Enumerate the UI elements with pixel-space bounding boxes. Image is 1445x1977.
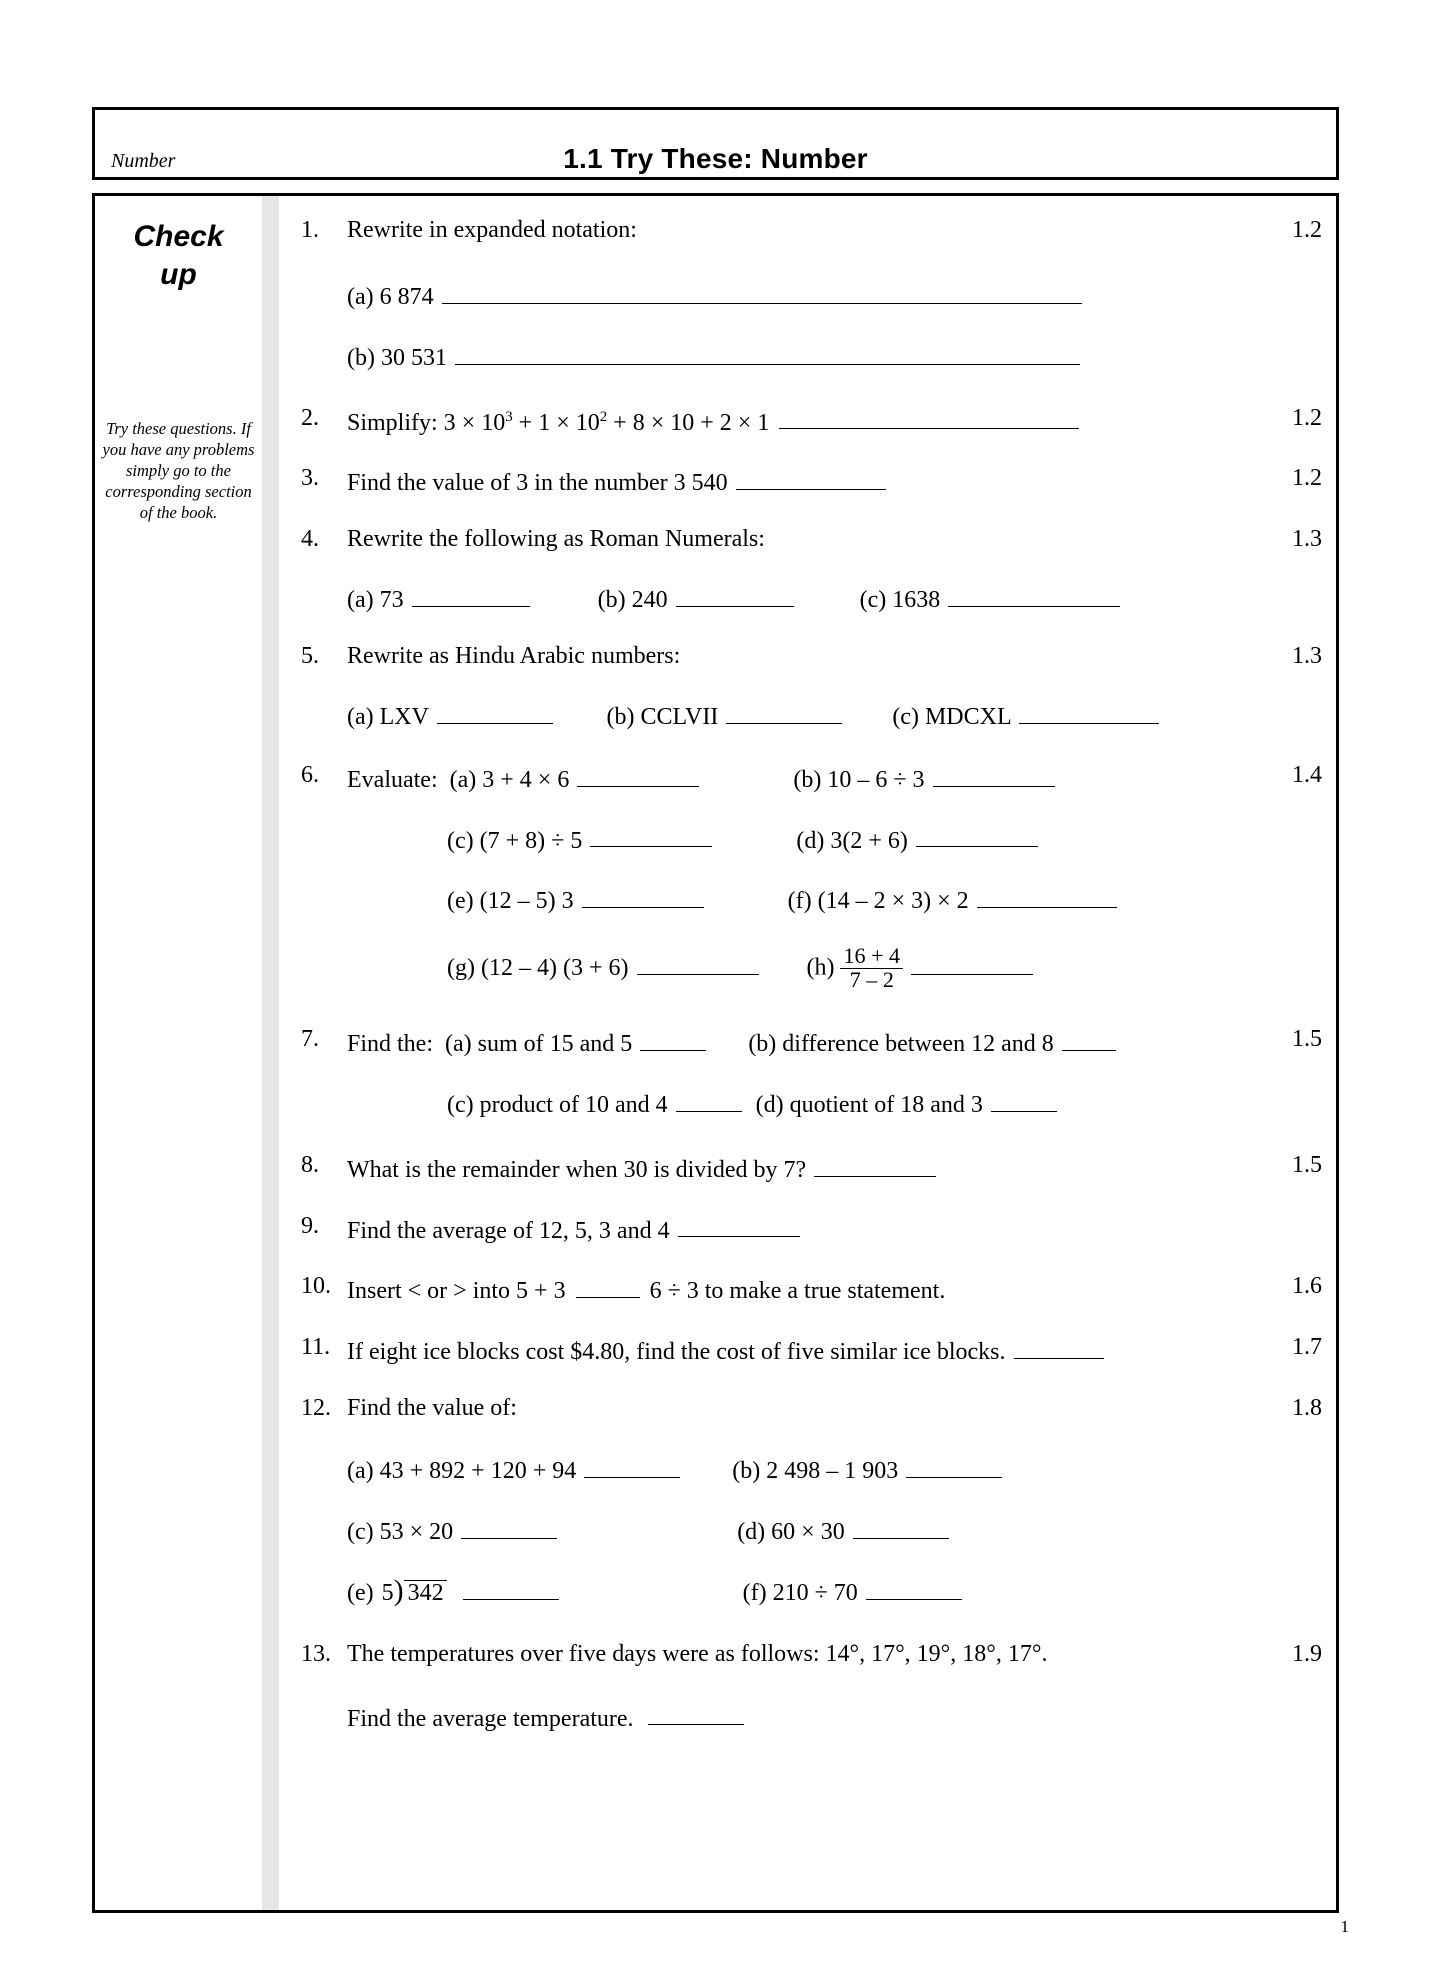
section-reference: 1.2 <box>1292 404 1322 431</box>
question-number: 11. <box>301 1334 331 1361</box>
q2-text-pre: Simplify: 3 × 10 <box>347 409 506 436</box>
section-reference: 1.9 <box>1292 1640 1322 1667</box>
q11-text: If eight ice blocks cost $4.80, find the cost of five similar ice blocks. <box>347 1338 1006 1365</box>
part-label: (f) <box>787 888 812 915</box>
part-text: 3 + 4 × 6 <box>482 766 570 793</box>
part-text: 240 <box>631 586 668 613</box>
worksheet-body <box>92 193 1339 1913</box>
question-number: 10. <box>301 1273 331 1300</box>
question-text: Rewrite as Hindu Arabic numbers: <box>347 642 681 669</box>
question-6 <box>301 763 1336 792</box>
section-reference: 1.7 <box>1292 1334 1322 1361</box>
answer-blank[interactable] <box>779 406 1079 430</box>
answer-blank[interactable] <box>576 1274 640 1298</box>
question-text <box>347 466 888 495</box>
question-12-part-e <box>347 1573 561 1607</box>
fraction-numerator: 16 + 4 <box>843 943 901 969</box>
question-4-part-b <box>598 583 796 612</box>
question-number: 3. <box>301 465 319 492</box>
part-label: (b) <box>732 1457 761 1484</box>
q10-text-pre: Insert < or > into 5 + 3 <box>347 1278 566 1305</box>
answer-blank[interactable] <box>906 1454 1002 1478</box>
part-text: (7 + 8) ÷ 5 <box>479 827 583 854</box>
q6-lead: Evaluate: <box>347 766 438 793</box>
question-number: 12. <box>301 1394 331 1421</box>
part-label: (c) <box>347 1518 374 1545</box>
part-label: (h) <box>806 954 835 981</box>
answer-blank[interactable] <box>442 280 1082 304</box>
question-12-row-ab <box>347 1454 1336 1483</box>
part-label: (b) <box>793 766 822 793</box>
answer-blank[interactable] <box>455 341 1080 365</box>
part-text: 73 <box>379 586 404 613</box>
question-text <box>347 1274 945 1303</box>
answer-blank[interactable] <box>1014 1335 1104 1359</box>
question-6-part-a <box>450 763 702 792</box>
question-3 <box>301 466 1336 495</box>
part-label: (b) <box>597 586 626 613</box>
question-number: 8. <box>301 1151 319 1178</box>
questions-column <box>279 196 1336 1910</box>
question-5-part-a <box>347 700 555 729</box>
chapter-label: Number <box>111 150 176 172</box>
part-label: (a) <box>347 1457 374 1484</box>
question-text: The temperatures over five days were as follows: 14°, 17°, 19°, 18°, 17°. <box>347 1640 1048 1667</box>
question-12-part-c <box>347 1515 559 1544</box>
part-text: CCLVII <box>640 703 719 730</box>
question-4-parts <box>347 583 1336 612</box>
question-2 <box>301 406 1336 435</box>
question-5-part-b <box>607 700 845 729</box>
section-reference: 1.3 <box>1292 642 1322 669</box>
page-header <box>92 107 1339 180</box>
answer-blank[interactable] <box>590 824 712 848</box>
question-number: 13. <box>301 1640 331 1667</box>
long-division: 5) 342 <box>380 1576 447 1606</box>
question-1 <box>301 218 1336 242</box>
fraction <box>840 945 903 991</box>
question-6-part-h <box>807 945 1036 991</box>
part-text: 210 ÷ 70 <box>772 1579 858 1606</box>
question-7-part-d <box>756 1088 1059 1117</box>
part-label: (g) <box>447 954 475 981</box>
part-text: 60 × 30 <box>771 1518 845 1545</box>
checkup-heading-line1: Check <box>133 220 224 253</box>
section-reference: 1.2 <box>1292 465 1322 492</box>
question-text: Rewrite in expanded notation: <box>347 217 637 243</box>
part-text: (12 – 4) (3 + 6) <box>480 954 629 981</box>
part-text: 1638 <box>892 586 941 613</box>
sidebar-divider <box>262 196 279 1910</box>
answer-blank[interactable] <box>933 763 1055 787</box>
question-10 <box>301 1274 1336 1303</box>
question-list <box>301 196 1336 1910</box>
part-label: (a) <box>445 1031 472 1057</box>
question-4-part-c <box>860 583 1123 612</box>
answer-blank[interactable] <box>412 583 530 607</box>
part-label: (d) <box>737 1518 766 1545</box>
answer-blank[interactable] <box>676 583 794 607</box>
question-5-parts <box>347 700 1336 729</box>
question-7-part-a <box>445 1027 708 1056</box>
question-number: 7. <box>301 1026 319 1053</box>
answer-blank[interactable] <box>577 763 699 787</box>
question-number: 4. <box>301 526 319 553</box>
question-9 <box>301 1214 1336 1243</box>
question-number: 1. <box>301 217 319 243</box>
answer-blank[interactable] <box>814 1153 936 1177</box>
question-7-part-c <box>447 1088 744 1117</box>
question-5 <box>301 644 1336 668</box>
answer-blank[interactable] <box>676 1088 742 1112</box>
question-text <box>347 763 1057 792</box>
page-number: 1 <box>1340 1917 1349 1936</box>
part-text: (14 – 2 × 3) × 2 <box>817 888 969 915</box>
part-text: MDCXL <box>924 703 1011 730</box>
q8-text: What is the remainder when 30 is divided by 7? <box>347 1156 807 1183</box>
q2-exponent-2: 2 <box>599 408 608 425</box>
part-text: 2 498 – 1 903 <box>766 1457 899 1484</box>
answer-blank[interactable] <box>648 1702 744 1726</box>
part-label: (e) <box>447 888 474 915</box>
answer-blank[interactable] <box>853 1515 949 1539</box>
question-number: 6. <box>301 761 319 788</box>
q2-text-post: + 8 × 10 + 2 × 1 <box>607 409 770 436</box>
question-6-row-gh <box>447 945 1336 991</box>
question-12-part-b <box>732 1454 1004 1483</box>
answer-blank[interactable] <box>991 1088 1057 1112</box>
part-text: LXV <box>379 703 429 730</box>
section-reference: 1.3 <box>1292 526 1322 553</box>
question-13-line2 <box>347 1702 1336 1731</box>
page-title: 1.1 Try These: Number <box>563 143 868 174</box>
question-6-row-ef <box>447 884 1336 913</box>
question-7-row-cd <box>447 1088 1336 1117</box>
answer-blank[interactable] <box>916 824 1038 848</box>
checkup-heading <box>95 218 262 293</box>
question-text <box>347 1214 802 1243</box>
q2-text-mid: + 1 × 10 <box>512 409 600 436</box>
question-text <box>347 1153 938 1182</box>
answer-blank[interactable] <box>1019 700 1159 724</box>
fraction-denominator: 7 – 2 <box>840 968 903 992</box>
dividend: 342 <box>404 1580 447 1605</box>
question-text: Rewrite the following as Roman Numerals: <box>347 526 765 553</box>
question-text <box>347 1027 1118 1056</box>
question-12-part-a <box>347 1454 682 1483</box>
question-12 <box>301 1396 1336 1420</box>
section-reference: 1.2 <box>1292 217 1322 243</box>
answer-blank[interactable] <box>582 884 704 908</box>
section-reference: 1.4 <box>1292 761 1322 788</box>
part-text: quotient of 18 and 3 <box>789 1091 983 1118</box>
answer-blank[interactable] <box>640 1027 706 1051</box>
sidebar-note: Try these questions. If you have any problems simply go to the corresponding section of the book. <box>102 419 255 523</box>
part-text: difference between 12 and 8 <box>782 1031 1054 1057</box>
part-label: (f) <box>742 1579 767 1606</box>
part-label: (d) <box>755 1091 784 1118</box>
part-text: 3(2 + 6) <box>830 827 908 854</box>
question-6-row-cd <box>447 824 1336 853</box>
divisor: 5 <box>381 1579 394 1606</box>
answer-blank[interactable] <box>977 884 1117 908</box>
question-11 <box>301 1335 1336 1364</box>
answer-blank[interactable] <box>1062 1027 1116 1051</box>
q2-exponent-1: 3 <box>505 408 513 425</box>
part-label: (c) <box>859 586 887 613</box>
part-text: 43 + 892 + 120 + 94 <box>379 1457 577 1484</box>
question-6-part-d <box>796 824 1040 853</box>
part-label: (c) <box>447 1091 474 1118</box>
answer-blank[interactable] <box>911 951 1033 975</box>
section-reference: 1.5 <box>1292 1151 1322 1178</box>
question-number: 9. <box>301 1212 319 1239</box>
part-label: (a) <box>347 586 374 613</box>
section-reference: 1.5 <box>1292 1026 1322 1053</box>
question-7 <box>301 1027 1336 1056</box>
question-6-part-g <box>447 951 761 980</box>
question-1-part-b <box>347 341 1336 370</box>
question-6-part-b <box>793 763 1056 792</box>
question-12-part-d <box>737 1515 951 1544</box>
question-number: 5. <box>301 642 319 669</box>
question-4 <box>301 527 1336 551</box>
question-13 <box>301 1642 1336 1666</box>
question-text <box>347 1335 1106 1364</box>
question-12-row-ef <box>347 1573 1336 1607</box>
part-label: (b) <box>347 344 375 371</box>
part-text: 30 531 <box>380 344 447 371</box>
answer-blank[interactable] <box>866 1576 962 1600</box>
part-text: sum of 15 and 5 <box>477 1031 633 1057</box>
section-reference: 1.6 <box>1292 1273 1322 1300</box>
answer-blank[interactable] <box>678 1214 800 1238</box>
part-label: (a) <box>449 766 477 793</box>
q10-text-post: 6 ÷ 3 to make a true statement. <box>649 1278 946 1305</box>
question-6-part-f <box>788 884 1119 913</box>
part-text: product of 10 and 4 <box>479 1091 668 1118</box>
q9-text: Find the average of 12, 5, 3 and 4 <box>347 1217 670 1244</box>
part-text: 6 874 <box>379 283 434 310</box>
part-text: 10 – 6 ÷ 3 <box>827 766 925 793</box>
question-6-part-c <box>447 824 714 853</box>
q3-text: Find the value of 3 in the number 3 540 <box>347 470 728 497</box>
answer-blank[interactable] <box>584 1454 680 1478</box>
answer-blank[interactable] <box>463 1576 559 1600</box>
part-label: (a) <box>347 703 374 730</box>
question-8 <box>301 1153 1336 1182</box>
question-12-part-f <box>743 1576 964 1605</box>
part-label: (d) <box>796 827 825 854</box>
question-6-part-e <box>447 884 706 913</box>
part-label: (a) <box>347 283 374 310</box>
checkup-heading-line2: up <box>160 257 197 291</box>
part-label: (b) <box>748 1031 777 1057</box>
part-label: (c) <box>447 827 474 854</box>
question-12-row-cd <box>347 1515 1336 1544</box>
answer-blank[interactable] <box>461 1515 557 1539</box>
answer-blank[interactable] <box>948 583 1120 607</box>
question-1-part-a <box>347 280 1336 309</box>
answer-blank[interactable] <box>726 700 842 724</box>
question-7-part-b <box>748 1027 1117 1056</box>
question-text <box>347 406 1081 435</box>
part-label: (e) <box>347 1579 374 1606</box>
answer-blank[interactable] <box>736 466 886 490</box>
part-label: (c) <box>892 703 919 730</box>
part-label: (b) <box>606 703 635 730</box>
part-text: (12 – 5) 3 <box>479 888 574 915</box>
question-5-part-c <box>892 700 1160 729</box>
question-number: 2. <box>301 404 319 431</box>
question-text: Find the value of: <box>347 1394 517 1421</box>
question-4-part-a <box>347 583 532 612</box>
question-13-line2-text: Find the average temperature. <box>347 1705 634 1732</box>
answer-blank[interactable] <box>637 951 759 975</box>
answer-blank[interactable] <box>437 700 553 724</box>
sidebar <box>95 196 262 1910</box>
part-text: 53 × 20 <box>379 1518 454 1545</box>
q7-lead: Find the: <box>347 1031 434 1057</box>
section-reference: 1.8 <box>1292 1394 1322 1421</box>
